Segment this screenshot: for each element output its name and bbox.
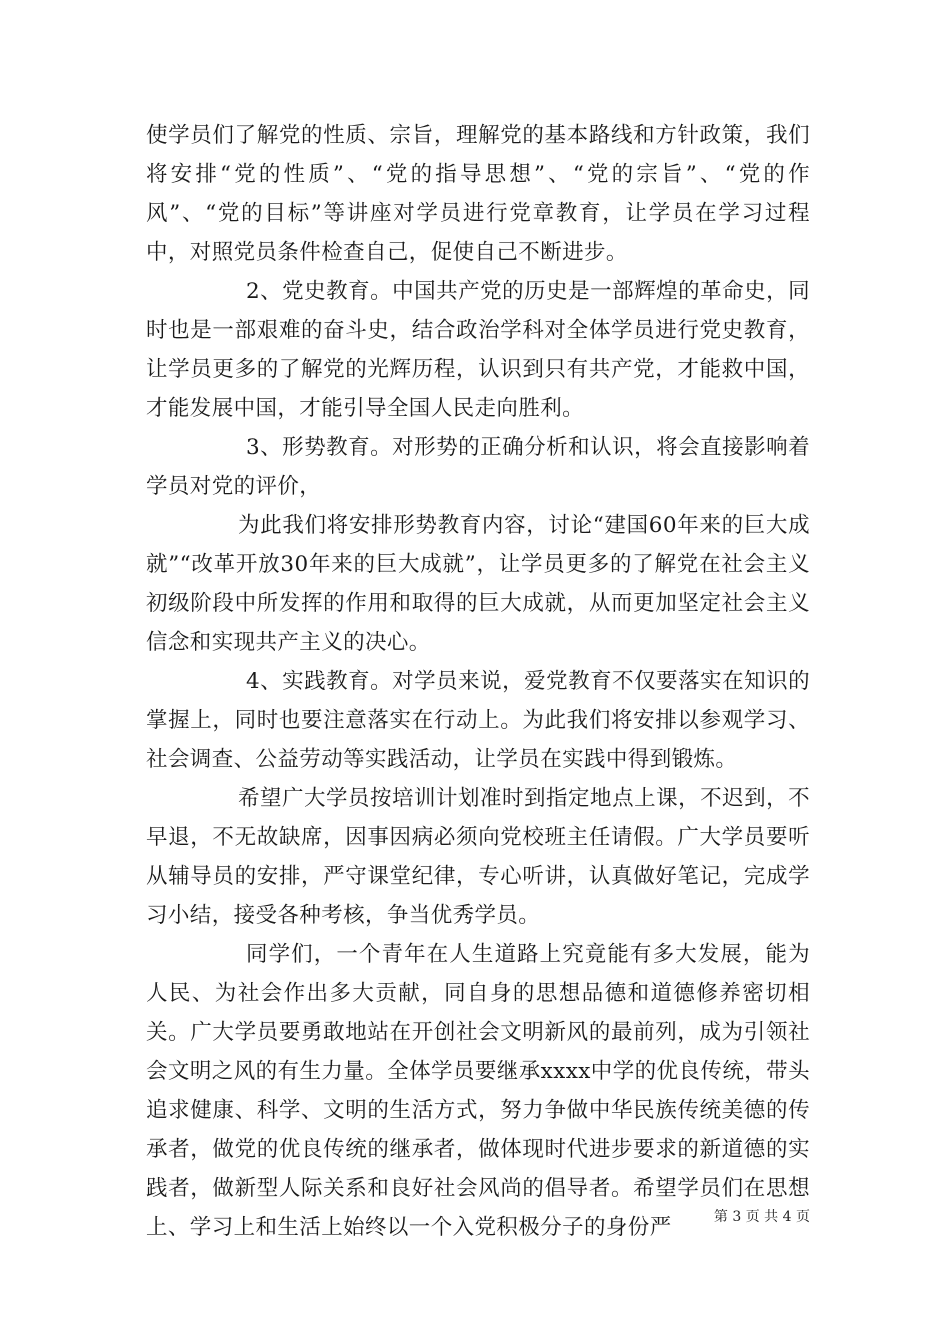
page-number: 第 3 页 共 4 页 bbox=[713, 1209, 810, 1225]
paragraph-attendance-requirements: 希望广大学员按培训计划准时到指定地点上课，不迟到，不早退，不无故缺席，因事因病必须向党校班主任请假。广大学员要听从辅导员的安排，严守课堂纪律，专心听讲，认真做好笔记，完成学习小结，接受各种考核，争当优秀学员。 bbox=[146, 786, 810, 928]
paragraph-closing-address: 同学们，一个青年在人生道路上究竟能有多大发展，能为人民、为社会作出多大贡献，同自身的思想品德和道德修养密切相关。广大学员要勇敢地站在开创社会文明新风的最前列，成为引领社会文明之风的有生力量。全体学员要继承xxxx中学的优良传统，带头追求健康、科学、文明的生活方式，努力争做中华民族传统美德的传承者，做党的优良传统的继承者，做体现时代进步要求的新道德的实践者，做新型人际关系和良好社会风尚的倡导者。希望学员们在思想上、学习上和生活上始终以一个入党积极分子的身份严 bbox=[146, 942, 810, 1240]
document-body bbox=[146, 116, 810, 1247]
paragraph-situation-education: 3、形势教育。对形势的正确分析和认识，将会直接影响着学员对党的评价， bbox=[146, 435, 810, 499]
paragraph-situation-education-content: 为此我们将安排形势教育内容，讨论“建国60年来的巨大成就”“改革开放30年来的巨大成就”，让学员更多的了解党在社会主义初级阶段中所发挥的作用和取得的巨大成就，从而更加坚定社会主义信念和实现共产主义的决心。 bbox=[146, 513, 810, 655]
paragraph-practice-education: 4、实践教育。对学员来说，爱党教育不仅要落实在知识的掌握上，同时也要注意落实在行动上。为此我们将安排以参观学习、社会调查、公益劳动等实践活动，让学员在实践中得到锻炼。 bbox=[146, 669, 810, 772]
paragraph-party-history-education: 2、党史教育。中国共产党的历史是一部辉煌的革命史，同时也是一部艰难的奋斗史，结合政治学科对全体学员进行党史教育，让学员更多的了解党的光辉历程，认识到只有共产党，才能救中国，才能发展中国，才能引导全国人民走向胜利。 bbox=[146, 279, 810, 421]
paragraph-party-constitution-education: 使学员们了解党的性质、宗旨，理解党的基本路线和方针政策，我们将安排“党的性质”、“党的指导思想”、“党的宗旨”、“党的作风”、“党的目标”等讲座对学员进行党章教育，让学员在学习过程中，对照党员条件检查自己，促使自己不断进步。 bbox=[146, 123, 810, 265]
